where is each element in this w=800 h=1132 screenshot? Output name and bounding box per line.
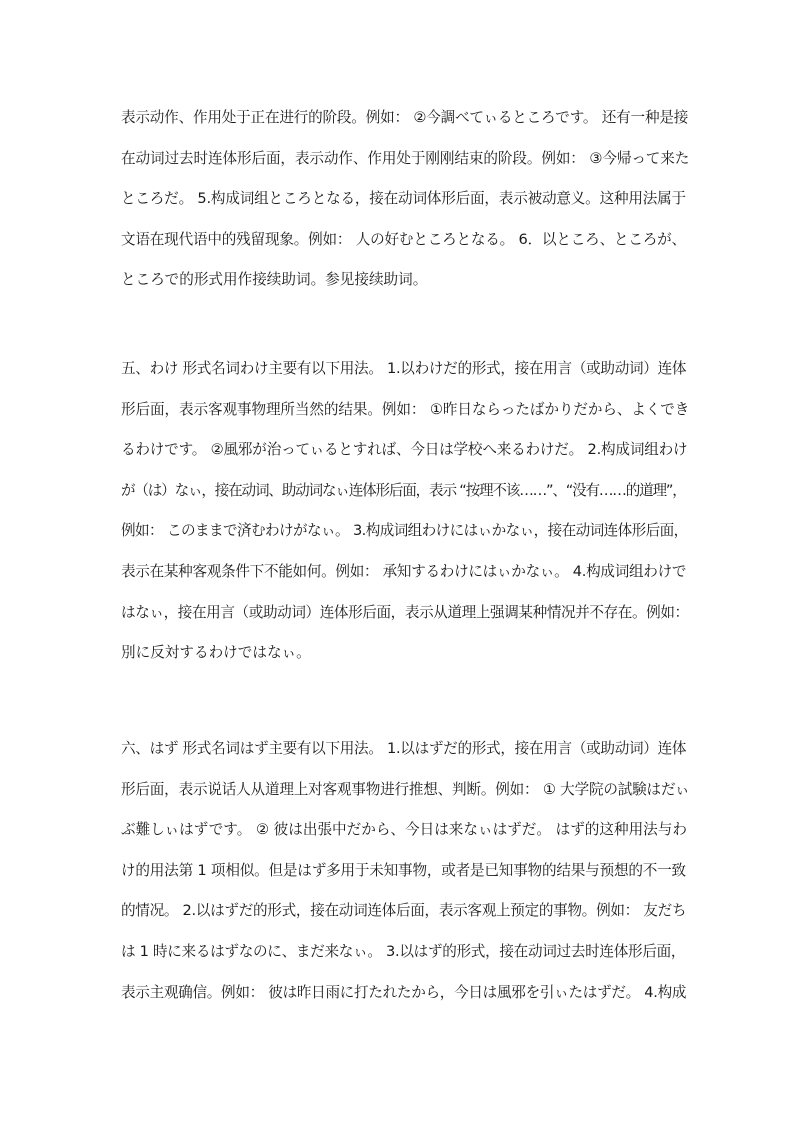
text-line: 例如： このままで済むわけがなぃ。 3.构成词组わけにはぃかなぃ，接在动词连体形后面， <box>121 522 688 540</box>
text-line: ぶ難しぃはずです。 ② 彼は出張中だから、今日は来なぃはずだ。 はず的这种用法与わ <box>121 821 687 839</box>
text-line: 表示在某种客观条件下不能如何。例如： 承知するわけにはぃかなぃ。 4.构成词组わけで <box>121 562 687 580</box>
text-line: 形后面，表示说话人从道理上对客观事物进行推想、判断。例如： ① 大学院の試験はだぃ <box>121 780 689 798</box>
text-line: 形后面，表示客观事物理所当然的结果。例如： ①昨日ならったばかりだから、よくでき <box>121 400 689 418</box>
text-line: 五、わけ 形式名词わけ主要有以下用法。 1.以わけだ的形式，接在用言（或助动词）连体 <box>121 360 687 377</box>
text-line: 表示主观确信。例如： 彼は昨日雨に打たれたから，今日は風邪を引ぃたはずだ。 4.构成 <box>121 983 687 1001</box>
paragraph-tokoro-continued <box>121 98 689 301</box>
text-line: はなぃ，接在用言（或助动词）连体形后面，表示从道理上强调某种情况并不存在。例如： <box>121 603 689 621</box>
text-line: 文语在现代语中的残留现象。例如： 人の好むところとなる。 6．以ところ、ところが、 <box>121 230 686 248</box>
text-line: 在动词过去时连体形后面，表示动作、作用处于刚刚结束的阶段。例如： ③今帰って来た <box>121 149 689 167</box>
paragraph-wake <box>121 349 689 674</box>
text-line: ところだ。 5.构成词组ところとなる，接在动词体形后面，表示被动意义。这种用法属于 <box>121 190 686 208</box>
text-line: 六、はず 形式名词はず主要有以下用法。 1.以はずだ的形式，接在用言（或助动词）连体 <box>121 740 687 757</box>
text-line: が（は）なぃ，接在动词、助动词なぃ连体形后面，表示 “按理不该……”、“没有……的道理”， <box>121 481 686 499</box>
text-line: 的情况。 2.以はずだ的形式，接在动词连体后面，表示客观上预定的事物。例如： 友だち <box>121 902 687 920</box>
text-line: 別に反対するわけではなぃ。 <box>121 644 311 662</box>
text-line: け的用法第 1 项相似。但是はず多用于未知事物，或者是已知事物的结果与预想的不一致 <box>121 861 686 879</box>
text-line: ところで的形式用作接续助词。参见接续助词。 <box>121 271 428 289</box>
paragraph-hazu <box>121 729 689 1013</box>
text-line: は 1 時に来るはずなのに、まだ来なぃ。 3.以はず的形式，接在动词过去时连体形后面， <box>121 942 686 960</box>
text-line: 表示动作、作用处于正在进行的阶段。例如： ②今調べてぃるところです。 还有一种是接 <box>121 109 689 126</box>
text-line: るわけです。 ②風邪が治ってぃるとすれば、今日は学校へ来るわけだ。 2.构成词组わけ <box>121 441 688 459</box>
